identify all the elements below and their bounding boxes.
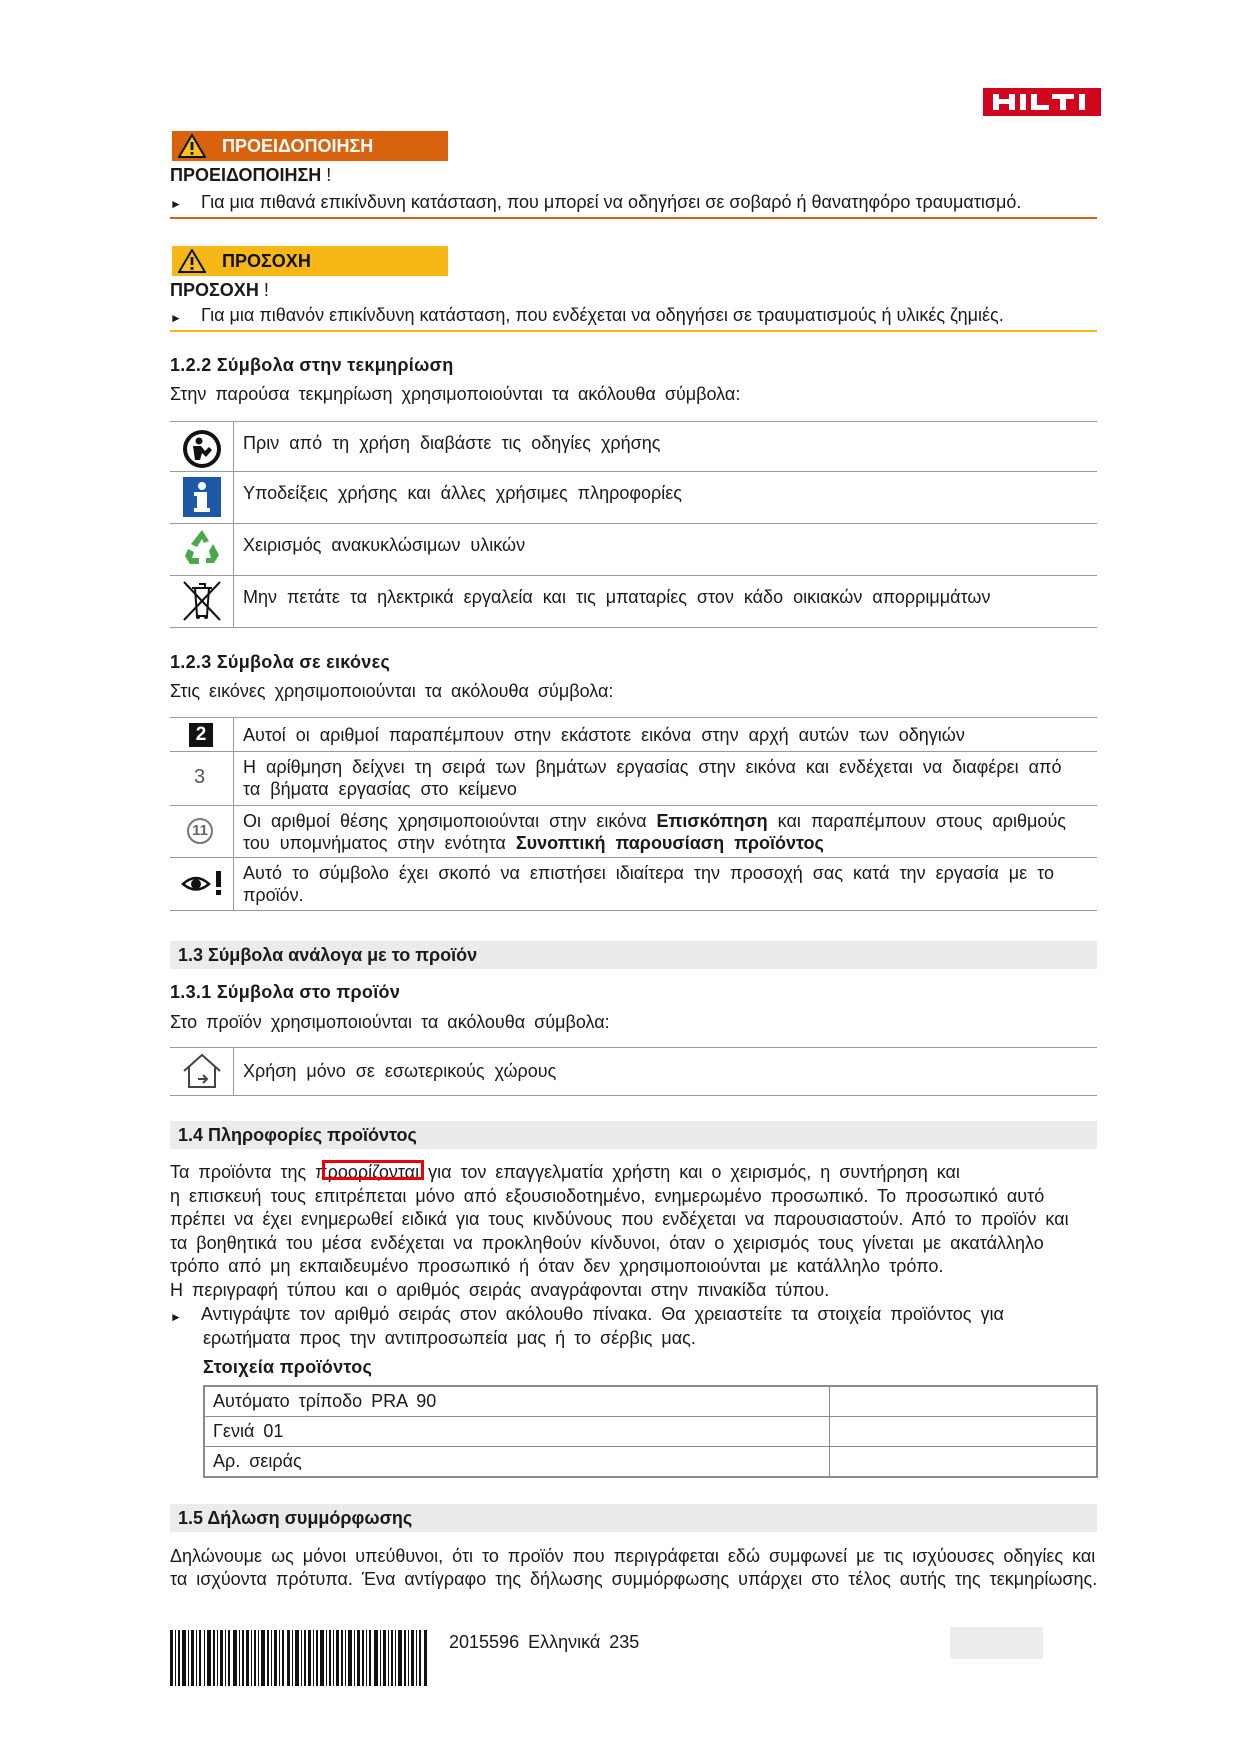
conformity-text: Δηλώνουμε ως μόνοι υπεύθυνοι, ότι το προϊόν που περιγράφεται εδώ συμφωνεί με τις ισχύουσες οδηγίες και (170, 1546, 1096, 1566)
info-icon (183, 477, 221, 517)
caution-text: Για μια πιθανόν επικίνδυνη κατάσταση, που ενδέχεται να οδηγήσει σε τραυματισμούς ή υλικές ζημιές. (201, 305, 1004, 325)
caution-divider (170, 330, 1097, 332)
table-rule (205, 1446, 1096, 1447)
crossed-bin-icon (181, 579, 223, 623)
caution-title-text: ΠΡΟΣΟΧΗ (170, 280, 259, 300)
symbol-row-text: Υποδείξεις χρήσης και άλλες χρήσιμες πληροφορίες (243, 483, 682, 503)
table-rule (170, 471, 1097, 472)
table-rule (170, 627, 1097, 628)
warning-text: Για μια πιθανά επικίνδυνη κατάσταση, που μπορεί να οδηγήσει σε σοβαρό ή θανατηφόρο τραυματισμό. (201, 192, 1022, 212)
table-rule (170, 1047, 1097, 1048)
symbol-row-text (243, 811, 1066, 832)
table-rule (170, 805, 1097, 806)
step-number-symbol: 3 (194, 766, 206, 788)
page-footer: 2015596 Ελληνικά 235 (449, 1632, 640, 1652)
table-row-label: Αρ. σειράς (213, 1451, 302, 1471)
section-1-3-1-intro: Στο προϊόν χρησιμοποιούνται τα ακόλουθα σύμβολα: (170, 1012, 610, 1032)
symbol-row-text: Χειρισμός ανακυκλώσιμων υλικών (243, 535, 526, 555)
symbol-row-text: Μην πετάτε τα ηλεκτρικά εργαλεία και τις μπαταρίες στον κάδο οικιακών απορριμμάτων (243, 587, 991, 607)
product-info-line: πρέπει να έχει ενημερωθεί ειδικά για τους κινδύνους που ενδέχεται να παρουσιαστούν. Από το προϊόν και (170, 1209, 1069, 1229)
table-row-label: Αυτόματο τρίποδο PRA 90 (213, 1391, 437, 1411)
warning-triangle-icon (178, 249, 206, 273)
symbol-row-text (243, 833, 824, 854)
eye-attention-icon (181, 869, 225, 897)
symbol-row-text: Η αρίθμηση δείχνει τη σειρά των βημάτων εργασίας στην εικόνα και ενδέχεται να διαφέρει από (243, 757, 1062, 777)
read-manual-icon (182, 429, 222, 469)
warning-triangle-icon (178, 134, 206, 158)
warning-signal-word: ΠΡΟΕΙΔΟΠΟΙΗΣΗ (222, 136, 374, 156)
table-column-rule (233, 1047, 234, 1095)
recycle-icon (182, 527, 222, 569)
footer-box (950, 1627, 1043, 1659)
figure-number-symbol: 2 (189, 723, 213, 747)
text-run: και παραπέμπουν στους αριθμούς (767, 811, 1066, 831)
barcode (170, 1630, 428, 1686)
bullet-icon: ► (170, 1310, 182, 1324)
symbol-row-text: Πριν από τη χρήση διαβάστε τις οδηγίες χρήσης (243, 433, 661, 453)
section-1-3-heading: 1.3 Σύμβολα ανάλογα με το προϊόν (178, 945, 478, 965)
table-column-rule (233, 717, 234, 910)
section-1-2-2-intro: Στην παρούσα τεκμηρίωση χρησιμοποιούνται τα ακόλουθα σύμβολα: (170, 384, 741, 404)
table-column-rule (233, 421, 234, 627)
red-highlight-box (322, 1160, 424, 1180)
table-rule (170, 717, 1097, 718)
symbol-row-text: Αυτοί οι αριθμοί παραπέμπουν στην εκάστοτε εικόνα στην αρχή αυτών των οδηγιών (243, 725, 965, 745)
table-column-rule (829, 1387, 830, 1476)
product-info-line: τρόπο από μη εκπαιδευμένο προσωπικό ή όταν δεν χρησιμοποιούνται με κατάλληλο τρόπο. (170, 1256, 944, 1276)
caution-signal-word: ΠΡΟΣΟΧΗ (222, 251, 311, 271)
section-1-2-3-intro: Στις εικόνες χρησιμοποιούνται τα ακόλουθα σύμβολα: (170, 681, 614, 701)
section-1-3-1-heading: 1.3.1 Σύμβολα στο προϊόν (170, 982, 401, 1002)
table-rule (170, 910, 1097, 911)
table-rule (170, 523, 1097, 524)
table-row-label: Γενιά 01 (213, 1421, 284, 1441)
product-info-line: Η περιγραφή τύπου και ο αριθμός σειράς αναγράφονται στην πινακίδα τύπου. (170, 1280, 830, 1300)
symbol-row-text: Χρήση μόνο σε εσωτερικούς χώρους (243, 1061, 557, 1081)
warning-title-text: ΠΡΟΕΙΔΟΠΟΙΗΣΗ (170, 165, 322, 185)
warning-title (170, 165, 331, 186)
bullet-icon: ► (170, 197, 182, 211)
caution-title (170, 280, 269, 301)
caution-title-mark: ! (263, 280, 269, 300)
table-rule (170, 857, 1097, 858)
section-1-2-2-heading: 1.2.2 Σύμβολα στην τεκμηρίωση (170, 355, 454, 375)
bullet-icon: ► (170, 311, 182, 325)
product-info-bullet: Αντιγράψτε τον αριθμό σειράς στον ακόλουθο πίνακα. Θα χρειαστείτε τα στοιχεία προϊόντος για (201, 1304, 1004, 1324)
product-data-table (203, 1385, 1098, 1478)
section-1-5-heading: 1.5 Δήλωση συμμόρφωσης (178, 1508, 413, 1528)
conformity-text: τα ισχύοντα πρότυπα. Ένα αντίγραφο της δήλωσης συμμόρφωσης υπάρχει στο τέλος αυτής της τεκμηρίωσης. (170, 1569, 1098, 1589)
table-rule (205, 1416, 1096, 1417)
section-1-5-heading-bar (170, 1504, 1097, 1532)
section-1-4-heading: 1.4 Πληροφορίες προϊόντος (178, 1125, 417, 1145)
section-1-4-heading-bar (170, 1121, 1097, 1149)
table-rule (170, 1095, 1097, 1096)
symbol-row-text: τα βήματα εργασίας στο κείμενο (243, 779, 517, 799)
hilti-logo (983, 88, 1101, 116)
position-number-symbol: 11 (187, 818, 213, 844)
table-rule (170, 751, 1097, 752)
symbol-row-text: προϊόν. (243, 885, 304, 905)
bold-reference: Συνοπτική παρουσίαση προϊόντος (515, 833, 824, 853)
section-1-3-heading-bar (170, 941, 1097, 969)
bold-reference: Επισκόπηση (656, 811, 768, 831)
warning-title-mark: ! (326, 165, 332, 185)
symbol-row-text: Αυτό το σύμβολο έχει σκοπό να επιστήσει ιδιαίτερα την προσοχή σας κατά την εργασία με το (243, 863, 1055, 883)
table-rule (170, 421, 1097, 422)
warning-divider (170, 217, 1097, 219)
section-1-2-3-heading: 1.2.3 Σύμβολα σε εικόνες (170, 652, 391, 672)
table-rule (170, 575, 1097, 576)
product-data-title: Στοιχεία προϊόντος (203, 1357, 373, 1377)
product-info-line: η επισκευή τους επιτρέπεται μόνο από εξουσιοδοτημένο, ενημερωμένο προσωπικό. Το προσωπικό αυτό (170, 1186, 1045, 1206)
warning-signal-banner (172, 131, 448, 161)
indoor-use-icon (181, 1052, 223, 1090)
product-info-bullet: ερωτήματα προς την αντιπροσωπεία μας ή το σέρβις μας. (203, 1328, 696, 1348)
text-run: Οι αριθμοί θέσης χρησιμοποιούνται στην εικόνα (243, 811, 657, 831)
caution-signal-banner (172, 246, 448, 276)
text-run: του υπομνήματος στην ενότητα (243, 833, 516, 853)
product-info-line: Τα προϊόντα της προορίζονται για τον επαγγελματία χρήστη και ο χειρισμός, η συντήρηση και (170, 1162, 960, 1182)
product-info-line: τα βοηθητικά του μέσα ενδέχεται να προκληθούν κίνδυνοι, όταν ο χειρισμός τους γίνεται με ακατάλληλο (170, 1233, 1044, 1253)
